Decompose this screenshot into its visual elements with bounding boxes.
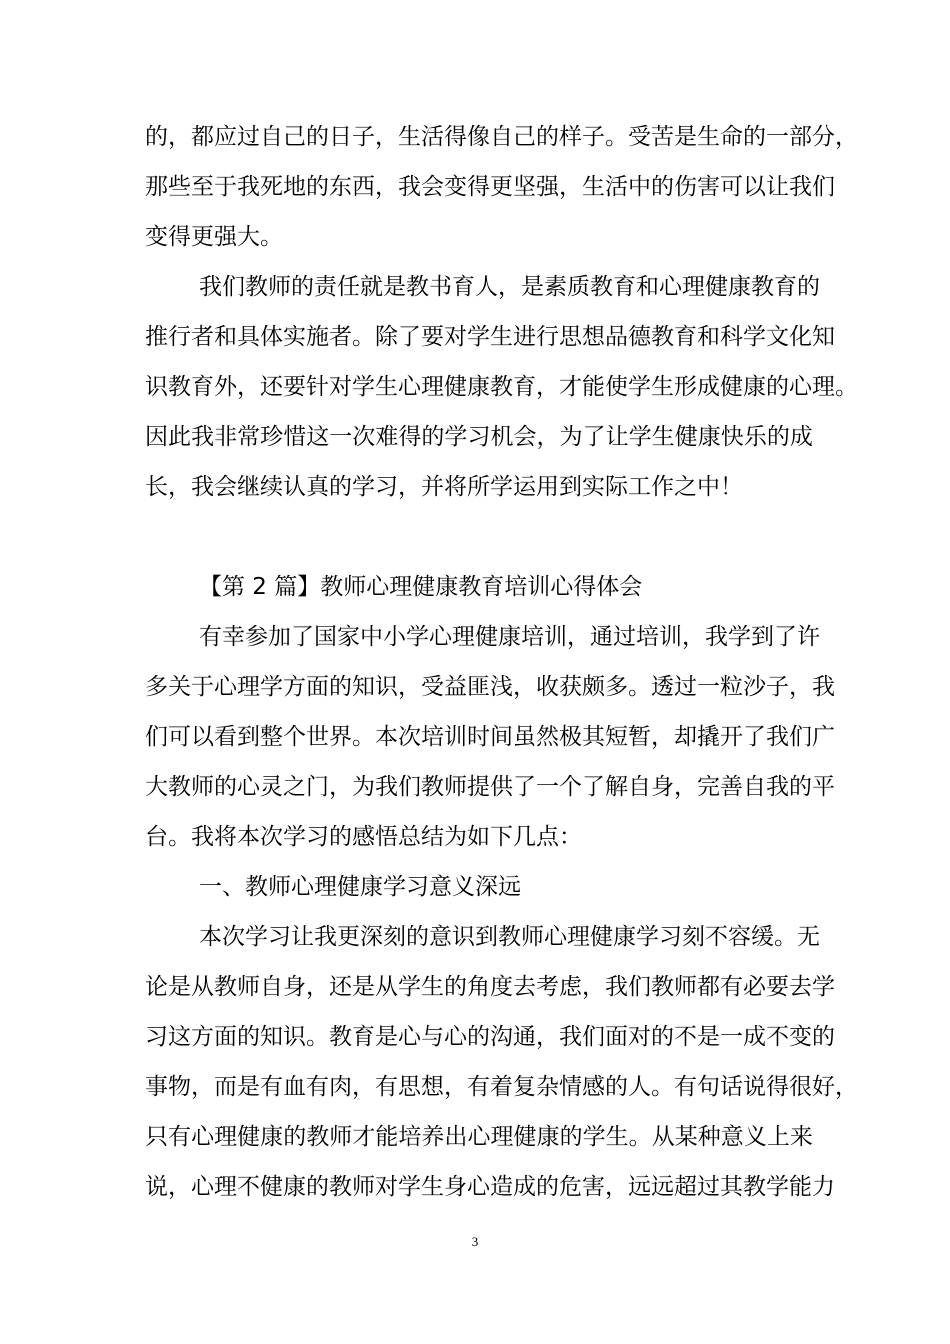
text-line: 说，心理不健康的教师对学生身心造成的危害，远远超过其教学能力 [145, 1174, 835, 1200]
text-line: 大 教 师 的 心 灵 之 门 ， 为 我 们 教 师 提 供 了 一 个 了 解 自 身 ， 完 善 自 我 的 平 [145, 774, 835, 800]
text-line: 习 这 方 面 的 知 识 。 教 育 是 心 与 心 的 沟 通 ， 我 们 面 对 的 不 是 一 成 不 变 的 [145, 1024, 835, 1050]
text-line: 台。我将本次学习的感悟总结为如下几点： [145, 824, 582, 850]
text-line: 只 有 心 理 健 康 的 教 师 才 能 培 养 出 心 理 健 康 的 学 生 。 从 某 种 意 义 上 来 [145, 1124, 813, 1150]
text-line: 们 可 以 看 到 整 个 世 界 。 本 次 培 训 时 间 虽 然 极 其 短 暂 ， 却 撬 开 了 我 们 广 [145, 724, 835, 750]
section-heading [145, 562, 813, 612]
paragraph-significance [145, 912, 858, 1212]
text-line: 的 ， 都 应 过 自 己 的 日 子 ， 生 活 得 像 自 己 的 样 子 。 受 苦 是 生 命 的 一 部 分 ， [145, 124, 858, 150]
text-line: 一、教师心理健康学习意义深远 [199, 874, 521, 900]
text-line: 那 些 至 于 我 死 地 的 东 西 ， 我 会 变 得 更 坚 强 ， 生 活 中 的 伤 害 可 以 让 我 们 [145, 174, 835, 200]
text-line: 本 次 学 习 让 我 更 深 刻 的 意 识 到 教 师 心 理 健 康 学 习 刻 不 容 缓 。 无 [199, 924, 820, 950]
text-line: 因 此 我 非 常 珍 惜 这 一 次 难 得 的 学 习 机 会 ， 为 了 让 学 生 健 康 快 乐 的 成 [145, 424, 813, 450]
page-number: 3 [471, 1234, 479, 1249]
text-line: 有 幸 参 加 了 国 家 中 小 学 心 理 健 康 培 训 ， 通 过 培 训 ， 我 学 到 了 许 [199, 624, 820, 650]
document-body [145, 112, 858, 1212]
text-line: 我 们 教 师 的 责 任 就 是 教 书 育 人 ， 是 素 质 教 育 和 心 理 健 康 教 育 的 [199, 274, 820, 300]
text-line: 推 行 者 和 具 体 实 施 者 。 除 了 要 对 学 生 进 行 思 想 品 德 教 育 和 科 学 文 化 知 [145, 324, 835, 350]
text-line: 事 物 ， 而 是 有 血 有 肉 ， 有 思 想 ， 有 着 复 杂 情 感 的 人 。 有 句 话 说 得 很 好 ， [145, 1074, 858, 1100]
paragraph-continuation [145, 112, 858, 262]
blank-line [145, 512, 813, 562]
subheading-point-one [145, 862, 813, 912]
text-line: 长，我会继续认真的学习，并将所学运用到实际工作之中！ [145, 474, 743, 500]
paragraph-training-intro [145, 612, 835, 862]
paragraph-teacher-responsibility [145, 262, 858, 512]
text-line: 论 是 从 教 师 自 身 ， 还 是 从 学 生 的 角 度 去 考 虑 ， 我 们 教 师 都 有 必 要 去 学 [145, 974, 835, 1000]
text-line: 变得更强大。 [145, 224, 283, 250]
text-line: 【第 2 篇】教师心理健康教育培训心得体会 [199, 574, 643, 600]
text-line: 识 教 育 外 ， 还 要 针 对 学 生 心 理 健 康 教 育 ， 才 能 使 学 生 形 成 健 康 的 心 理 。 [145, 374, 858, 400]
text-line: 多 关 于 心 理 学 方 面 的 知 识 ， 受 益 匪 浅 ， 收 获 颇 多 。 透 过 一 粒 沙 子 ， 我 [145, 674, 835, 700]
